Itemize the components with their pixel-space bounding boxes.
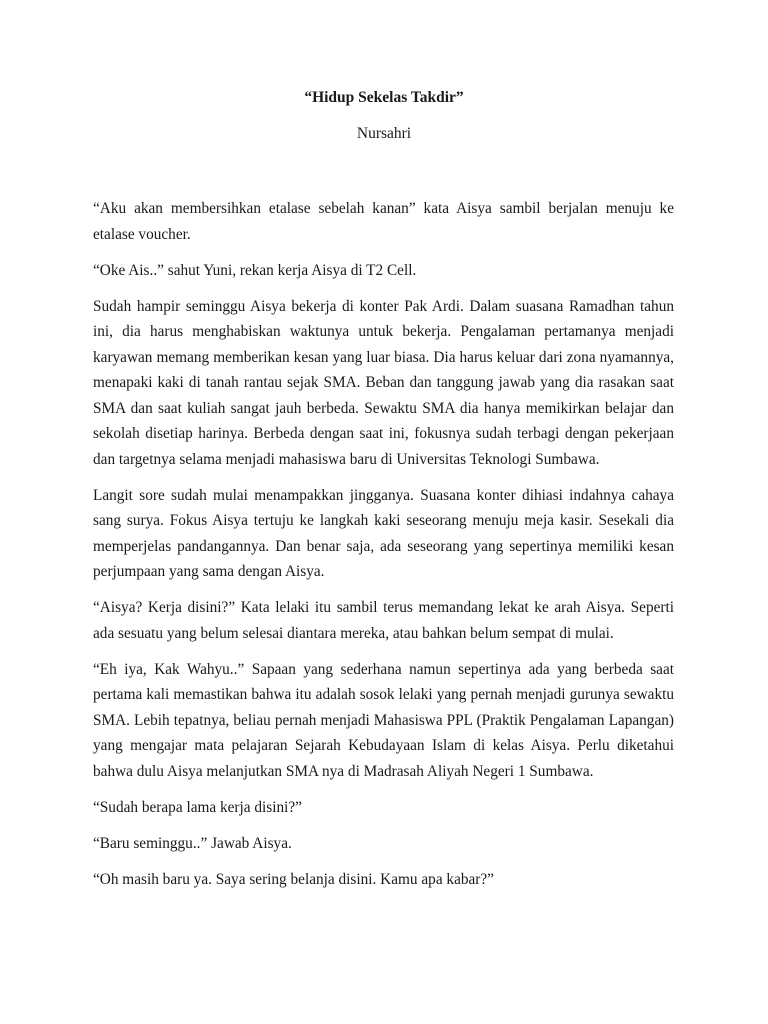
paragraph: “Oke Ais..” sahut Yuni, rekan kerja Aisya di T2 Cell. — [93, 261, 417, 279]
paragraph: Sudah hampir seminggu Aisya bekerja di konter Pak Ardi. Dalam suasana Ramadhan tahun ini, dia harus menghabiskan waktunya untuk bekerja. Pengalaman pertamanya menjadi karyawan memang memberikan kesan yang luar biasa. Dia harus keluar dari zona nyamannya, menapaki kaki di tanah rantau sejak SMA. Beban dan tanggung jawab yang dia rasakan saat SMA dan saat kuliah sangat jauh berbeda. Sewaktu SMA dia hanya memikirkan belajar dan sekolah disetiap harinya. Berbeda dengan saat ini, fokusnya sudah terbagi dengan pekerjaan dan targetnya selama menjadi mahasiswa baru di Universitas Teknologi Sumbawa. — [93, 297, 674, 468]
document-title: “Hidup Sekelas Takdir” — [304, 89, 464, 106]
paragraph: “Oh masih baru ya. Saya sering belanja disini. Kamu apa kabar?” — [93, 870, 494, 888]
paragraph: “Sudah berapa lama kerja disini?” — [93, 798, 302, 816]
paragraph: “Aisya? Kerja disini?” Kata lelaki itu sambil terus memandang lekat ke arah Aisya. Seperti ada sesuatu yang belum selesai diantara mereka, atau bahkan belum sempat di mulai. — [93, 599, 674, 642]
paragraph: “Aku akan membersihkan etalase sebelah kanan” kata Aisya sambil berjalan menuju ke etalase voucher. — [93, 200, 674, 243]
document-author: Nursahri — [356, 125, 412, 142]
paragraph: “Baru seminggu..” Jawab Aisya. — [93, 834, 292, 852]
document-body — [93, 196, 674, 903]
paragraph: Langit sore sudah mulai menampakkan jingganya. Suasana konter dihiasi indahnya cahaya sang surya. Fokus Aisya tertuju ke langkah kaki seseorang menuju meja kasir. Sesekali dia memperjelas pandangannya. Dan benar saja, ada seseorang yang sepertinya memiliki kesan perjumpaan yang sama dengan Aisya. — [93, 486, 674, 580]
paragraph: “Eh iya, Kak Wahyu..” Sapaan yang sederhana namun sepertinya ada yang berbeda saat pertama kali memastikan bahwa itu adalah sosok lelaki yang pernah menjadi gurunya sewaktu SMA. Lebih tepatnya, beliau pernah menjadi Mahasiswa PPL (Praktik Pengalaman Lapangan) yang mengajar mata pelajaran Sejarah Kebudayaan Islam di kelas Aisya. Perlu diketahui bahwa dulu Aisya melanjutkan SMA nya di Madrasah Aliyah Negeri 1 Sumbawa. — [93, 660, 674, 780]
